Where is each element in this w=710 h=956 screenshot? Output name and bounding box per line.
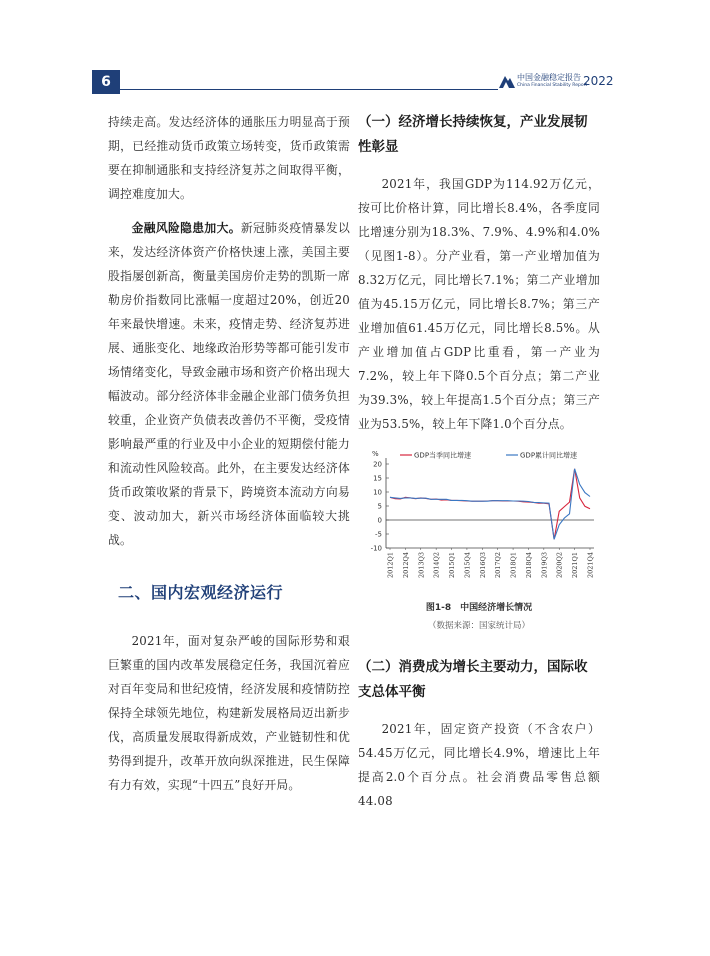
left-column (108, 110, 350, 807)
y-tick-label: 15 (373, 474, 382, 483)
y-tick-label: 5 (377, 502, 382, 511)
x-tick-label: 2018Q1 (509, 552, 518, 579)
brand-year: 2022 (583, 74, 614, 88)
y-tick-label: 10 (373, 488, 382, 497)
gdp-chart-svg (358, 446, 600, 596)
mountain-logo-icon (499, 74, 515, 88)
x-tick-label: 2012Q4 (401, 552, 410, 579)
y-unit-label: % (372, 450, 379, 458)
x-tick-label: 2015Q4 (463, 552, 472, 579)
header-divider (120, 89, 498, 90)
x-tick-label: 2013Q3 (417, 552, 426, 579)
left-paragraph-3: 2021年，面对复杂严峻的国际形势和艰巨繁重的国内改革发展稳定任务，我国沉着应对百年变局和世纪疫情，经济发展和疫情防控保持全球领先地位，构建新发展格局迈出新步伐，高质量发展取得新成效，产业链韧性和优势得到提升，改革开放向纵深推进，民生保障有力有效，实现“十四五”良好开局。 (108, 634, 350, 792)
x-tick-label: 2012Q1 (386, 552, 395, 579)
subsection-title-1: （一）经济增长持续恢复，产业发展韧性彰显 (358, 114, 588, 155)
x-tick-label: 2016Q3 (478, 552, 487, 579)
risk-heading: 金融风险隐患加大。 (131, 221, 241, 235)
x-tick-label: 2019Q3 (540, 552, 549, 579)
x-tick-label: 2020Q2 (555, 552, 564, 579)
y-tick-label: -10 (370, 544, 382, 553)
series-line-1 (390, 469, 590, 540)
legend-label-1: GDP当季同比增速 (414, 451, 472, 460)
x-tick-label: 2021Q1 (571, 552, 580, 579)
page-number: 6 (92, 70, 120, 94)
brand-title-en: China Financial Stability Report (517, 83, 588, 88)
figure-caption: 图1-8 中国经济增长情况 (425, 603, 533, 613)
x-tick-label: 2021Q4 (586, 552, 595, 579)
y-tick-label: 20 (373, 460, 382, 469)
right-paragraph-2: 2021年，固定资产投资（不含农户）54.45万亿元，同比增长4.9%，增速比上年提高2.0个百分点。社会消费品零售总额44.08 (358, 722, 600, 808)
x-tick-label: 2017Q2 (494, 552, 503, 579)
series-line-2 (390, 469, 590, 540)
section-title: 二、国内宏观经济运行 (118, 583, 284, 602)
x-tick-label: 2014Q2 (432, 552, 441, 579)
y-tick-label: 0 (377, 516, 382, 525)
risk-text: 新冠肺炎疫情暴发以来，发达经济体资产价格快速上涨，美国主要股指屡创新高，衡量美国房价走势的凯斯一席勒房价指数同比涨幅一度超过20%，创近20年来最快增速。未来，疫情走势、经济复苏进展、通胀变化、地缘政治形势等都可能引发市场情绪变化，导致金融市场和资产价格出现大幅波动。部分经济体非金融企业部门债务负担较重，企业资产负债表改善仍不平衡，受疫情影响最严重的行业及中小企业的短期偿付能力和流动性风险较高。此外，在主要发达经济体货币政策收紧的背景下，跨境资本流动方向易变、波动加大，新兴市场经济体面临较大挑战。 (108, 221, 350, 547)
subsection-title-2: （二）消费成为增长主要动力，国际收支总体平衡 (358, 659, 588, 700)
x-tick-label: 2015Q1 (448, 552, 457, 579)
right-paragraph-1: 2021年，我国GDP为114.92万亿元，按可比价格计算，同比增长8.4%，各季度同比增速分别为18.3%、7.9%、4.9%和4.0%（见图1-8）。分产业看，第一产业增加值为8.32万亿元，同比增长7.1%；第二产业增加值为45.15万亿元，同比增长8.7%；第三产业增加值61.45万亿元，同比增长8.5%。从产业增加值占GDP比重看，第一产业为7.2%，较上年下降0.5个百分点；第二产业为39.3%，较上年提高1.5个百分点；第三产业为53.5%，较上年下降1.0个百分点。 (358, 177, 600, 431)
right-column (358, 110, 600, 823)
brand-title-cn: 中国金融稳定报告 (517, 73, 581, 82)
y-tick-label: -5 (375, 530, 382, 539)
report-brand (499, 72, 629, 94)
figure-source: （数据来源：国家统计局） (427, 621, 530, 631)
legend-label-2: GDP累计同比增速 (520, 451, 578, 460)
left-paragraph-2 (108, 216, 350, 552)
x-tick-label: 2018Q4 (524, 552, 533, 579)
left-paragraph-1: 持续走高。发达经济体的通胀压力明显高于预期，已经推动货币政策立场转变，货币政策需要在抑制通胀和支持经济复苏之间取得平衡，调控难度加大。 (108, 115, 350, 201)
gdp-growth-chart (358, 446, 600, 596)
